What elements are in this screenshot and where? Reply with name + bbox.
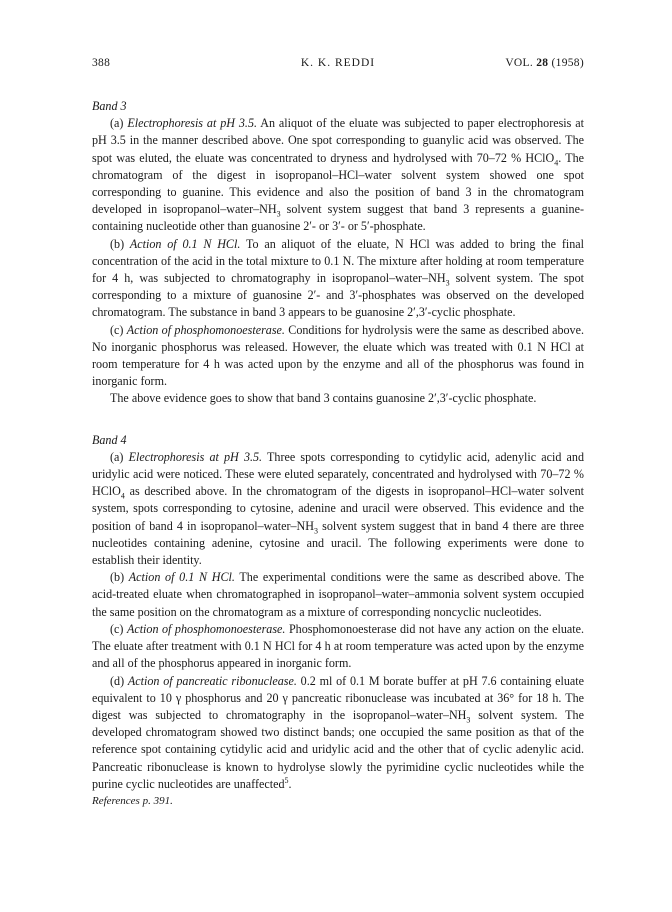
band-3-heading: Band 3: [92, 99, 127, 113]
band-4-a-title: Electrophoresis at pH 3.5.: [128, 449, 263, 464]
band-4-c-title: Action of phosphomonoesterase.: [126, 621, 286, 636]
references-note: References p. 391.: [92, 794, 173, 807]
article-body: [92, 98, 584, 810]
band-3-paragraph-b: (b) Action of 0.1 N HCl. To an aliquot of the eluate, N HCl was added to bring the final concentration of the acid in the total mixture to 0.1 N. The mixture after holding at room temperature for 4 h, was subjected to chromatography in isopropanol–$water-NH_3$ solvent system. The spot corresponding to a mixture of guanosine 2′- and 3′-phosphates was observed on the developed chromatogram. The substance in band 3 appears to be guanosine 2′,3′-cyclic phosphate.: [92, 236, 584, 320]
band-4-b-title: Action of 0.1 N HCl.: [128, 570, 235, 585]
volume-year: (1958): [551, 57, 584, 69]
running-header: [92, 57, 584, 73]
volume-number: 28: [536, 57, 549, 69]
running-author: K. K. REDDI: [300, 57, 376, 69]
band-4-paragraph-a: (a) Electrophoresis at pH 3.5. Three spots corresponding to cytidylic acid, adenylic acid and uridylic acid were noticed. These were eluted separately, concentrated and hydrolysed with 70–72 % HClO$_4$ as described above. In the chromatogram of the digests in isopropanol–HCl–water solvent system, spots corresponding to cytosine, adenine and uracil were observed. This evidence and the position of band 4 in isopropanol–$water-NH_3$ solvent system suggest that in band 4 there are three nucleotides containing adenine, cytosine and uracil. The following experiments were done to establish their identity.: [92, 449, 585, 568]
band-3-b-title: Action of 0.1 N HCl.: [129, 236, 241, 251]
band-4-paragraph-d: (d) Action of pancreatic ribonuclease. 0.2 ml of 0.1 M borate buffer at pH 7.6 containing eluate equivalent to 10 γ phosphorus and 20 γ pancreatic ribonuclease was incubated at 36° for 18 h. The digest was subjected to chromatography in the isopropanol–$water-NH_3$ solvent system. The developed chromatogram showed two distinct bands; one occupied the same position as that of the reference spot containing cytidylic acid and uridylic acid and the other that of cyclic adenylic acid. Pancreatic ribonuclease is known to hydrolyse slowly the pyrimidine cyclic nucleotides while the purine cyclic nucleotides are unaffected$^5$.: [92, 673, 585, 791]
band-3-paragraph-c: (c) Action of phosphomonoesterase. Conditions for hydrolysis were the same as described above. No inorganic phosphorus was released. However, the eluate which was treated with 0.1 N HCl at room temperature for 4 h was acted upon by the enzyme and all of the phosphorus was found in inorganic form.: [92, 322, 584, 389]
volume-info: [505, 57, 584, 69]
band-4-paragraph-b: (b) Action of 0.1 N HCl. The experimental conditions were the same as described above. The acid-treated eluate when chromatographed in isopropanol–water–ammonia solvent system occupied the same position on the chromatogram as a mixture of corresponding noncyclic nucleotides.: [92, 570, 584, 619]
volume-prefix: VOL.: [505, 57, 534, 69]
band-3-paragraph-a: (a) Electrophoresis at pH 3.5. An aliquot of the eluate was subjected to paper electrophoresis at pH 3.5 in the manner described above. One spot corresponding to guanylic acid was observed. The spot was eluted, the eluate was concentrated to dryness and hydrolysed with 70–72 % HClO$_4$. The chromatogram of the digest in isopropanol–HCl–water solvent system showed one spot corresponding to guanine. This evidence and also the position of band 3 in the chromatogram developed in isopropanol–$water-NH_3$ solvent system suggest that band 3 represents a guanine-containing nucleotide other than guanosine 2′- or 3′- or 5′-phosphate.: [92, 116, 584, 234]
band-4-paragraph-c: (c) Action of phosphomonoesterase. Phosphomonoesterase did not have any action on the eluate. The eluate after treatment with 0.1 N HCl for 4 h at room temperature was acted upon by the enzyme and all of the phosphorus appeared in inorganic form.: [92, 621, 584, 671]
band-3-conclusion: The above evidence goes to show that band 3 contains guanosine 2′,3′-cyclic phosphate.: [110, 391, 537, 406]
band-3-c-title: Action of phosphomonoesterase.: [126, 322, 285, 337]
band-4-heading: Band 4: [92, 432, 127, 447]
page-number: 388: [92, 57, 111, 69]
band-3-a-title: Electrophoresis at pH 3.5.: [127, 116, 258, 131]
band-4-d-title: Action of pancreatic ribonuclease.: [127, 673, 297, 688]
